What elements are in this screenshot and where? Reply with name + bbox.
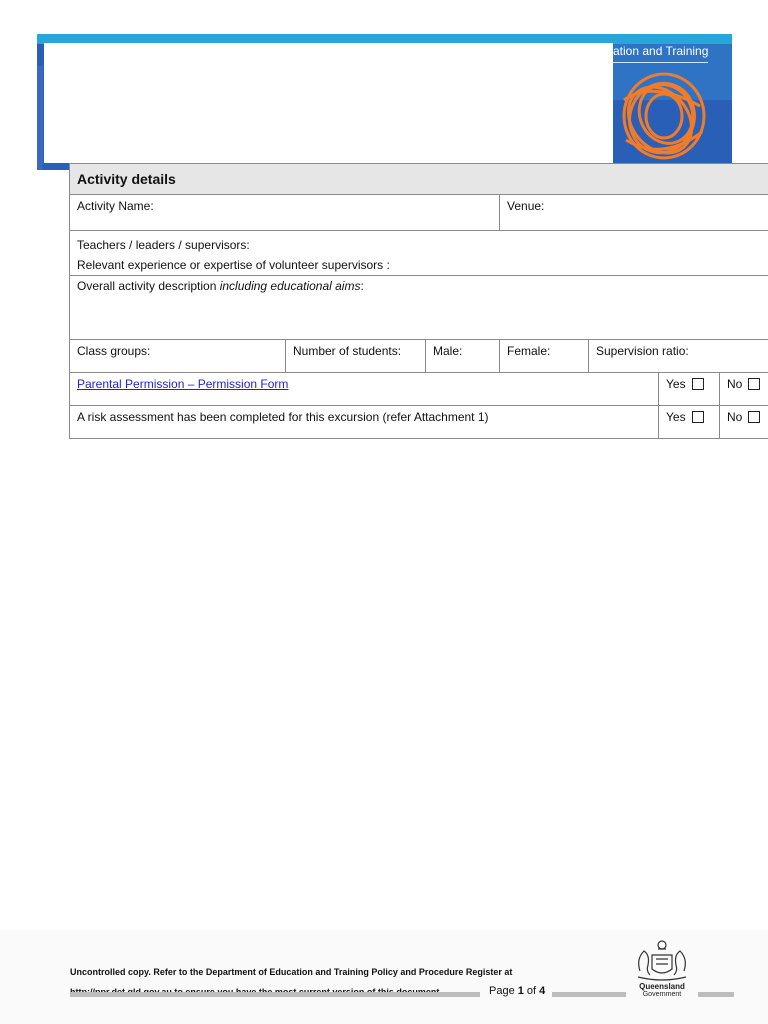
male-label: Male: — [433, 344, 463, 358]
activity-name-label: Activity Name: — [77, 199, 154, 213]
class-groups-label: Class groups: — [77, 344, 151, 358]
department-name: ation and Training — [613, 44, 709, 58]
class-groups-field[interactable] — [70, 340, 286, 373]
venue-label: Venue: — [507, 199, 545, 213]
venue-field[interactable] — [500, 195, 768, 231]
risk-yes-label: Yes — [666, 410, 686, 424]
section-heading: Activity details — [70, 164, 768, 195]
permission-yes-checkbox[interactable] — [692, 378, 704, 390]
title-block — [44, 43, 613, 163]
page-current: 1 — [517, 985, 524, 997]
permission-no-cell — [720, 373, 768, 406]
teachers-label: Teachers / leaders / supervisors: — [77, 238, 250, 252]
supervision-ratio-label: Supervision ratio: — [596, 344, 689, 358]
num-students-label: Number of students: — [293, 344, 402, 358]
permission-no-label: No — [727, 377, 743, 391]
permission-yes-cell — [659, 373, 720, 406]
male-field[interactable] — [426, 340, 500, 373]
experience-label: Relevant experience or expertise of volunteer supervisors : — [77, 258, 390, 272]
page-number — [489, 985, 545, 997]
department-logo-icon — [612, 70, 712, 170]
permission-form-cell — [70, 373, 659, 406]
gov-subtitle: Government — [642, 991, 682, 998]
footer-disclaimer-line1: Uncontrolled copy. Refer to the Department of Education and Training Policy and Procedure Register at — [70, 967, 513, 977]
description-field[interactable] — [70, 276, 768, 340]
activity-name-field[interactable] — [70, 195, 500, 231]
description-label-emphasis: including educational aims — [219, 279, 361, 293]
risk-yes-checkbox[interactable] — [692, 411, 704, 423]
female-label: Female: — [507, 344, 551, 358]
female-field[interactable] — [500, 340, 589, 373]
supervisors-field[interactable] — [70, 231, 768, 276]
risk-no-cell — [720, 406, 768, 439]
description-label-colon: : — [360, 279, 364, 293]
supervision-ratio-field[interactable] — [589, 340, 768, 373]
banner-left-edge — [37, 66, 43, 170]
permission-form-link[interactable]: Parental Permission – Permission Form — [77, 377, 289, 391]
risk-assessment-cell — [70, 406, 659, 439]
page-of: of — [523, 985, 540, 997]
gov-name: Queensland — [639, 982, 685, 991]
risk-no-label: No — [727, 410, 743, 424]
footer-rule-right — [698, 992, 734, 997]
page-total: 4 — [539, 985, 546, 997]
description-label: Overall activity description — [77, 279, 220, 293]
page-prefix: Page — [489, 985, 518, 997]
footer-rule-left — [70, 992, 480, 997]
permission-yes-label: Yes — [666, 377, 686, 391]
risk-yes-cell — [659, 406, 720, 439]
footer-rule-mid — [552, 992, 626, 997]
department-underline — [613, 62, 708, 63]
risk-no-checkbox[interactable] — [748, 411, 760, 423]
risk-assessment-text: A risk assessment has been completed for this excursion (refer Attachment 1) — [77, 410, 489, 424]
permission-no-checkbox[interactable] — [748, 378, 760, 390]
num-students-field[interactable] — [286, 340, 426, 373]
queensland-crest-icon — [630, 937, 694, 983]
activity-details-table — [69, 163, 768, 439]
